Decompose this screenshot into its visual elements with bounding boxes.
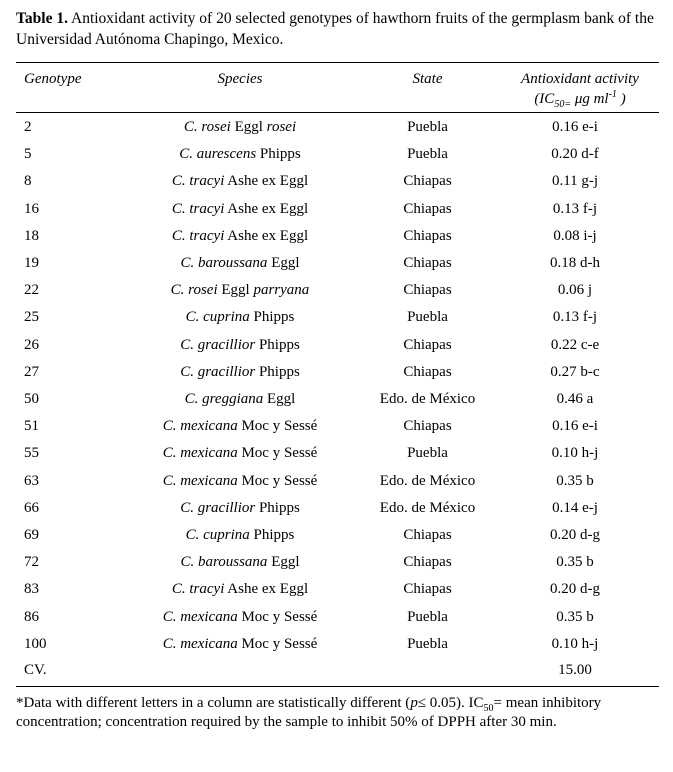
state-cell: Puebla (407, 119, 448, 135)
state-cell: Chiapas (403, 227, 452, 244)
genotype-cell: 16 (24, 200, 39, 217)
table-row (0, 114, 673, 141)
species-authority: Moc y Sessé (237, 445, 318, 462)
state-cell: Chiapas (403, 363, 452, 380)
species-genus: C. mexicana (162, 608, 238, 625)
table-row (0, 468, 673, 495)
genotype-cell: 69 (24, 527, 39, 543)
caption-label: Table 1. (16, 10, 68, 27)
genotype-cell: 63 (24, 472, 39, 489)
table-row (0, 277, 673, 304)
species-genus: C. baroussana (180, 554, 268, 571)
table-row (0, 440, 673, 467)
activity-cell: 0.35 b (556, 608, 594, 625)
genotype-cell: 26 (24, 336, 39, 353)
activity-cell: 0.46 a (556, 391, 594, 407)
species-genus: C. mexicana (162, 635, 238, 652)
species-authority: Ashe ex Eggl (224, 200, 309, 217)
genotype-cell: 72 (24, 554, 39, 571)
header-activity-open: (IC (534, 91, 555, 107)
species-authority: Ashe ex Eggl (224, 173, 309, 190)
species-genus: C. cuprina (185, 309, 250, 326)
species-genus: C. rosei (170, 282, 218, 299)
table-row (0, 495, 673, 522)
table-row (0, 386, 673, 413)
table-row (0, 549, 673, 576)
genotype-cell: 22 (24, 282, 39, 299)
species-authority: Moc y Sessé (237, 472, 318, 489)
activity-cell: 0.10 h-j (551, 445, 599, 462)
species-authority: Eggl (217, 282, 254, 299)
table-row (0, 359, 673, 386)
table-row (0, 223, 673, 250)
genotype-cell: 83 (24, 581, 39, 598)
species-authority: Phipps (256, 146, 301, 163)
header-activity-line2 (500, 89, 660, 109)
activity-cell: 0.13 f-j (552, 309, 598, 326)
table-row (0, 141, 673, 168)
footnote-sub: 50 (483, 703, 494, 714)
state-cell: Puebla (407, 445, 448, 462)
species-genus: C. gracillior (180, 363, 256, 380)
activity-cell: 0.18 d-h (550, 255, 600, 271)
state-cell: Chiapas (403, 173, 452, 190)
species-genus: C. cuprina (185, 527, 250, 543)
state-cell: Edo. de México (379, 391, 476, 407)
genotype-cell: 100 (24, 635, 47, 652)
table-row-cv (0, 657, 673, 684)
state-cell: Edo. de México (379, 472, 476, 489)
species-variety: parryana (253, 282, 310, 299)
species-authority: Moc y Sessé (237, 608, 318, 625)
activity-cell: 0.10 h-j (551, 635, 599, 652)
header-activity-sub: 50= (554, 99, 572, 110)
footnote-part3: = mean inhibitory concentration; concentration required by the sample to inhibit 50% of DPPH after 30 min. (16, 695, 602, 730)
species-genus: C. mexicana (162, 445, 238, 462)
activity-cell: 0.08 i-j (553, 227, 597, 244)
state-cell: Chiapas (403, 336, 452, 353)
species-authority: Phipps (249, 527, 295, 543)
table-footnote (16, 694, 661, 732)
state-cell: Puebla (407, 309, 448, 326)
table-row (0, 332, 673, 359)
genotype-cell: 25 (24, 309, 39, 326)
footnote-part1: *Data with different letters in a column are statistically different ( (16, 695, 411, 711)
species-genus: C. aurescens (179, 146, 257, 163)
activity-cell: 0.20 d-g (550, 527, 600, 543)
species-genus: C. gracillior (180, 336, 256, 353)
species-authority: Phipps (255, 499, 300, 516)
species-authority: Phipps (255, 336, 300, 353)
genotype-cell: 51 (24, 418, 39, 435)
table-caption (16, 8, 661, 50)
species-genus: C. gracillior (180, 499, 256, 516)
activity-cell: 0.35 b (556, 554, 594, 571)
table-row (0, 168, 673, 195)
activity-cell: 0.27 b-c (550, 363, 600, 380)
activity-cell: 0.35 b (556, 472, 594, 489)
header-activity (500, 69, 660, 109)
genotype-cell: 5 (24, 146, 32, 163)
species-genus: C. greggiana (184, 391, 264, 407)
genotype-cell: 66 (24, 499, 39, 516)
genotype-cell: 27 (24, 363, 39, 380)
table-row (0, 304, 673, 331)
species-genus: C. mexicana (162, 472, 238, 489)
species-authority: Eggl (267, 554, 300, 571)
state-cell: Chiapas (403, 200, 452, 217)
activity-cell: 0.11 g-j (551, 173, 599, 190)
cv-label: CV. (24, 662, 47, 678)
state-cell: Puebla (407, 146, 448, 163)
header-species: Species (217, 71, 263, 87)
header-state: State (412, 71, 443, 87)
footnote-part2: ≤ 0.05). IC (417, 695, 484, 711)
activity-cell: 0.20 d-f (551, 146, 599, 163)
species-authority: Ashe ex Eggl (224, 227, 309, 244)
species-authority: Ashe ex Eggl (224, 581, 309, 598)
state-cell: Chiapas (403, 255, 452, 271)
table-row (0, 250, 673, 277)
genotype-cell: 55 (24, 445, 39, 462)
activity-cell: 0.13 f-j (552, 200, 598, 217)
genotype-cell: 86 (24, 608, 39, 625)
table-row (0, 604, 673, 631)
species-genus: C. baroussana (180, 255, 268, 271)
activity-cell: 0.22 c-e (550, 336, 600, 353)
species-genus: C. tracyi (171, 173, 225, 190)
species-authority: Phipps (249, 309, 295, 326)
header-activity-line1: Antioxidant activity (521, 71, 639, 87)
header-genotype: Genotype (24, 71, 82, 87)
species-genus: C. tracyi (171, 227, 225, 244)
species-authority: Moc y Sessé (237, 418, 318, 435)
bottom-rule (16, 686, 659, 687)
state-cell: Puebla (407, 608, 448, 625)
species-variety: rosei (266, 119, 297, 135)
genotype-cell: 2 (24, 119, 32, 135)
state-cell: Chiapas (403, 527, 452, 543)
state-cell: Puebla (407, 635, 448, 652)
header-rule (16, 112, 659, 113)
genotype-cell: 50 (24, 391, 39, 407)
table-row (0, 196, 673, 223)
top-rule (16, 62, 659, 63)
species-genus: C. mexicana (162, 418, 238, 435)
species-authority: Eggl (263, 391, 296, 407)
header-activity-mid: μg ml (571, 91, 609, 107)
species-genus: C. rosei (183, 119, 231, 135)
header-activity-sup: -1 (608, 89, 617, 100)
table-row (0, 631, 673, 658)
species-authority: Eggl (267, 255, 300, 271)
genotype-cell: 19 (24, 255, 39, 271)
species-genus: C. tracyi (171, 581, 225, 598)
table-row (0, 522, 673, 549)
header-activity-close: ) (616, 91, 626, 107)
state-cell: Edo. de México (379, 499, 476, 516)
activity-cell: 0.16 e-i (552, 119, 598, 135)
caption-text: Antioxidant activity of 20 selected genotypes of hawthorn fruits of the germplasm bank of the Universidad Autónoma Chapingo, Mexico. (16, 10, 654, 48)
cv-value: 15.00 (558, 662, 592, 678)
table-row (0, 576, 673, 603)
genotype-cell: 8 (24, 173, 32, 190)
activity-cell: 0.14 e-j (552, 499, 598, 516)
activity-cell: 0.06 j (557, 282, 593, 299)
species-authority: Moc y Sessé (237, 635, 318, 652)
genotype-cell: 18 (24, 227, 39, 244)
species-authority: Phipps (255, 363, 300, 380)
state-cell: Chiapas (403, 554, 452, 571)
table-row (0, 413, 673, 440)
species-authority: Eggl (230, 119, 267, 135)
activity-cell: 0.20 d-g (550, 581, 600, 598)
state-cell: Chiapas (403, 581, 452, 598)
species-genus: C. tracyi (171, 200, 225, 217)
footnote-p: p (410, 695, 418, 711)
state-cell: Chiapas (403, 418, 452, 435)
activity-cell: 0.16 e-i (552, 418, 598, 435)
state-cell: Chiapas (403, 282, 452, 299)
